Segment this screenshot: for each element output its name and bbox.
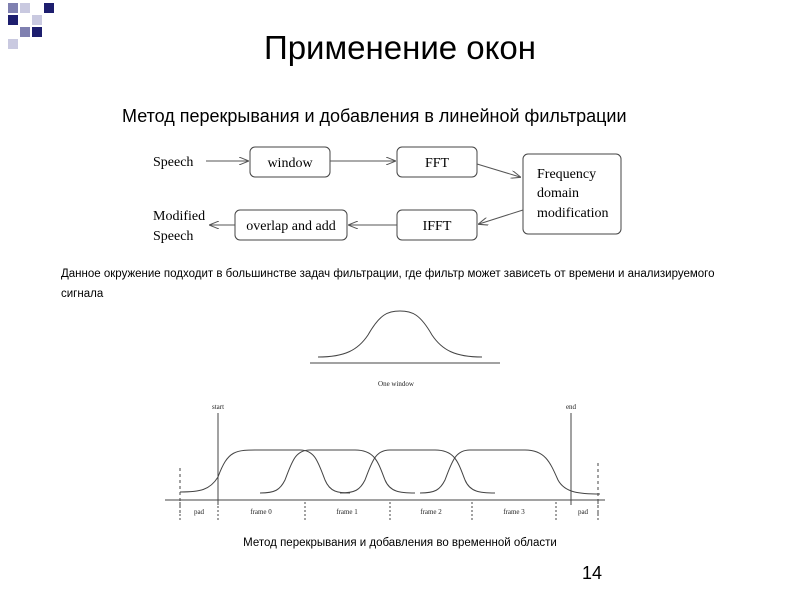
end-label: end: [565, 403, 577, 411]
slide-title: Применение окон: [263, 29, 537, 66]
segment-label-frame-1: frame 1: [336, 508, 358, 516]
segment-label-frame-2: frame 2: [420, 508, 442, 516]
one-window-label: One window: [378, 380, 414, 388]
segment-label-pad-left: pad: [193, 508, 205, 516]
deco-square: [32, 15, 42, 25]
window-overlap-figure: [160, 300, 610, 530]
fft-box-label: FFT: [424, 156, 450, 171]
description-text: Данное окружение подходит в большинстве задач фильтрации, где фильтр может зависеть от времени и анализируемого сигнала: [61, 268, 715, 300]
segment-label-frame-3: frame 3: [503, 508, 525, 516]
segment-label-pad-right: pad: [577, 508, 589, 516]
deco-square: [8, 15, 18, 25]
deco-square: [20, 3, 30, 13]
single-window-curve: [318, 311, 482, 357]
modified-speech-label-1: Modified: [153, 209, 206, 224]
modified-speech-label-2: Speech: [153, 229, 194, 244]
window-curve-frame-2: [340, 450, 495, 493]
window-curve-frame-1: [260, 450, 415, 493]
figure-caption: Метод перекрывания и добавления во временной области: [243, 537, 557, 549]
deco-square: [44, 3, 54, 13]
window-curve-frame-0: [180, 450, 350, 493]
freq-mod-line-1: Frequency: [537, 167, 597, 182]
slide-subtitle: Метод перекрывания и добавления в линейной фильтрации: [122, 106, 627, 126]
speech-input-label: Speech: [153, 155, 194, 170]
window-curve-frame-3: [420, 450, 600, 494]
segment-label-frame-0: frame 0: [250, 508, 272, 516]
freq-mod-line-2: domain: [537, 186, 579, 201]
freq-mod-line-3: modification: [537, 206, 609, 221]
start-label: start: [211, 403, 225, 411]
window-box-label: window: [267, 156, 313, 171]
overlap-add-flowchart: [148, 140, 628, 250]
overlap-add-box-label: overlap and add: [246, 219, 336, 234]
ifft-box-label: IFFT: [422, 219, 452, 234]
page-number: 14: [582, 563, 603, 583]
deco-square: [8, 3, 18, 13]
